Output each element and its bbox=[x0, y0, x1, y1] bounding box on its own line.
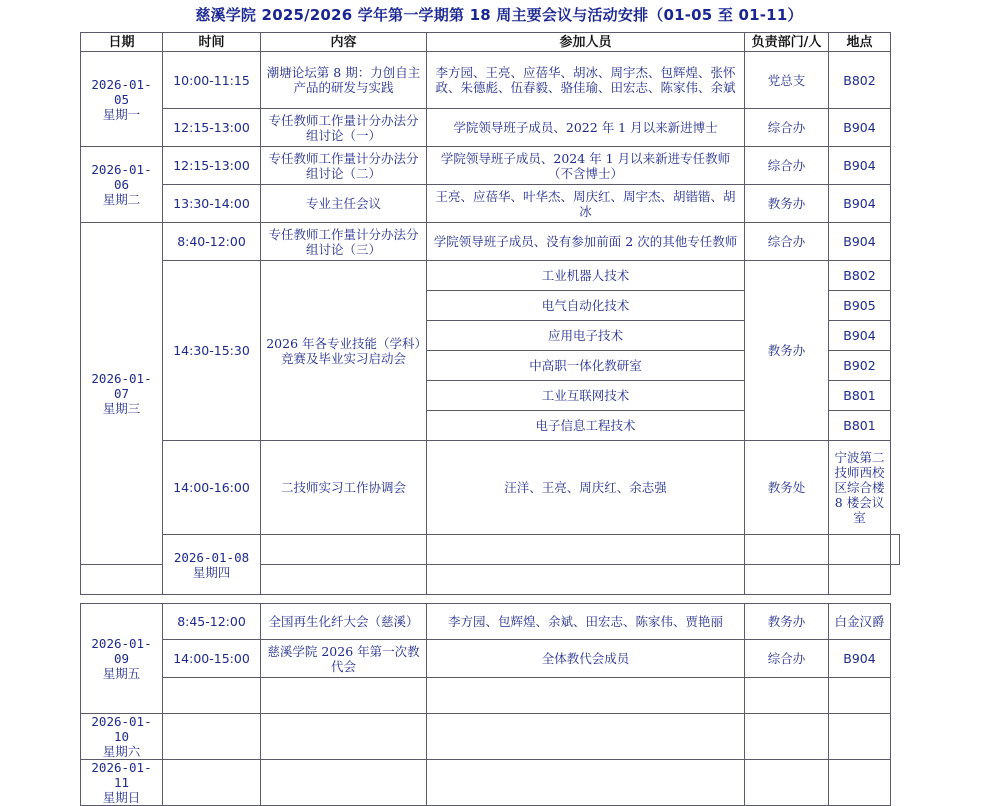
date-value: 2026-01-08 bbox=[173, 549, 250, 565]
date-cell-fri bbox=[81, 604, 163, 714]
date-cell-tue bbox=[81, 147, 163, 223]
header-date: 日期 bbox=[81, 33, 163, 52]
weekday-value: 星期二 bbox=[102, 192, 141, 207]
dept-cell bbox=[745, 678, 829, 714]
people-cell: 李方园、包辉煌、余斌、田宏志、陈家伟、贾艳丽 bbox=[427, 604, 745, 640]
time-cell: 10:00-11:15 bbox=[163, 52, 261, 109]
date-cell-wed bbox=[81, 223, 163, 565]
location-cell: B904 bbox=[829, 321, 891, 351]
time-cell bbox=[163, 714, 261, 760]
content-cell: 专任教师工作量计分办法分组讨论（一） bbox=[261, 109, 427, 147]
time-cell: 12:15-13:00 bbox=[163, 109, 261, 147]
date-value: 2026-01-10 bbox=[91, 714, 152, 744]
time-cell: 13:30-14:00 bbox=[163, 185, 261, 223]
date-cell-thu bbox=[163, 535, 261, 595]
dept-cell bbox=[829, 535, 891, 565]
table-row bbox=[81, 261, 900, 291]
people-cell: 汪洋、王亮、周庆红、余志强 bbox=[427, 441, 745, 535]
time-cell: 14:00-15:00 bbox=[163, 640, 261, 678]
date-value: 2026-01-11 bbox=[91, 760, 152, 790]
date-cell-sun bbox=[81, 760, 163, 806]
people-cell: 王亮、应蓓华、叶华杰、周庆红、周宇杰、胡锴锴、胡冰 bbox=[427, 185, 745, 223]
time-cell: 14:00-16:00 bbox=[163, 441, 261, 535]
weekday-value: 星期三 bbox=[102, 401, 141, 416]
people-cell: 电气自动化技术 bbox=[427, 291, 745, 321]
people-cell bbox=[427, 714, 745, 760]
time-cell bbox=[81, 565, 163, 595]
table-row bbox=[81, 714, 891, 760]
dept-cell: 教务办 bbox=[745, 261, 829, 441]
dept-cell bbox=[745, 714, 829, 760]
header-people: 参加人员 bbox=[427, 33, 745, 52]
time-cell: 14:30-15:30 bbox=[163, 261, 261, 441]
dept-cell: 综合办 bbox=[745, 109, 829, 147]
location-cell: B904 bbox=[829, 109, 891, 147]
content-cell: 2026 年各专业技能（学科）竞赛及毕业实习启动会 bbox=[261, 261, 427, 441]
people-cell: 李方园、王亮、应蓓华、胡冰、周宇杰、包辉煌、张怀政、朱德彪、伍春毅、骆佳瑜、田宏志、陈家伟、余斌 bbox=[427, 52, 745, 109]
content-cell: 潮塘论坛第 8 期：力创自主产品的研发与实践 bbox=[261, 52, 427, 109]
dept-cell: 党总支 bbox=[745, 52, 829, 109]
location-cell: B801 bbox=[829, 381, 891, 411]
people-cell bbox=[427, 760, 745, 806]
location-cell: B905 bbox=[829, 291, 891, 321]
page-title: 慈溪学院 2025/2026 学年第一学期第 18 周主要会议与活动安排（01-05 至 01-11） bbox=[195, 6, 803, 24]
weekday-value: 星期四 bbox=[192, 564, 231, 580]
dept-cell: 教务办 bbox=[745, 185, 829, 223]
table-row bbox=[81, 147, 900, 185]
date-cell-mon bbox=[81, 52, 163, 147]
people-cell: 工业互联网技术 bbox=[427, 381, 745, 411]
people-cell bbox=[745, 535, 829, 565]
dept-cell bbox=[745, 565, 829, 595]
weekday-value: 星期一 bbox=[102, 106, 141, 122]
content-cell: 慈溪学院 2026 年第一次教代会 bbox=[261, 640, 427, 678]
location-cell bbox=[829, 565, 891, 595]
location-cell: B902 bbox=[829, 351, 891, 381]
content-cell: 二技师实习工作协调会 bbox=[261, 441, 427, 535]
location-cell: B802 bbox=[829, 52, 891, 109]
table-row bbox=[81, 223, 900, 261]
header-content: 内容 bbox=[261, 33, 427, 52]
header-dept: 负责部门/人 bbox=[745, 33, 829, 52]
people-cell bbox=[427, 678, 745, 714]
content-cell bbox=[427, 535, 745, 565]
location-cell bbox=[829, 678, 891, 714]
time-cell: 12:15-13:00 bbox=[163, 147, 261, 185]
date-value: 2026-01-05 bbox=[91, 76, 152, 107]
header-row bbox=[81, 33, 900, 52]
time-cell: 8:40-12:00 bbox=[163, 223, 261, 261]
location-cell: B802 bbox=[829, 261, 891, 291]
header-location: 地点 bbox=[829, 33, 891, 52]
dept-cell: 综合办 bbox=[745, 640, 829, 678]
content-cell bbox=[261, 678, 427, 714]
date-value: 2026-01-06 bbox=[91, 162, 152, 192]
location-cell: 宁波第二技师西校区综合楼 8 楼会议室 bbox=[829, 441, 891, 535]
location-cell bbox=[829, 714, 891, 760]
weekday-value: 星期日 bbox=[102, 790, 141, 805]
header-time: 时间 bbox=[163, 33, 261, 52]
time-cell bbox=[163, 760, 261, 806]
table-row bbox=[81, 760, 891, 806]
location-cell: B801 bbox=[829, 411, 891, 441]
people-cell bbox=[427, 565, 745, 595]
content-cell: 专任教师工作量计分办法分组讨论（三） bbox=[261, 223, 427, 261]
table-row bbox=[81, 52, 900, 109]
date-cell-sat bbox=[81, 714, 163, 760]
time-cell: 8:45-12:00 bbox=[163, 604, 261, 640]
schedule-table-continued bbox=[80, 603, 891, 806]
location-cell: B904 bbox=[829, 223, 891, 261]
dept-cell: 教务处 bbox=[745, 441, 829, 535]
people-cell: 学院领导班子成员、2022 年 1 月以来新进博士 bbox=[427, 109, 745, 147]
dept-cell: 综合办 bbox=[745, 223, 829, 261]
time-cell bbox=[163, 678, 261, 714]
people-cell: 工业机器人技术 bbox=[427, 261, 745, 291]
content-cell: 专业主任会议 bbox=[261, 185, 427, 223]
people-cell: 学院领导班子成员、没有参加前面 2 次的其他专任教师 bbox=[427, 223, 745, 261]
location-cell bbox=[891, 535, 900, 565]
table-row bbox=[81, 640, 891, 678]
people-cell: 应用电子技术 bbox=[427, 321, 745, 351]
dept-cell: 综合办 bbox=[745, 147, 829, 185]
table-row bbox=[81, 109, 900, 147]
table-row bbox=[81, 185, 900, 223]
table-row bbox=[81, 441, 900, 535]
weekday-value: 星期五 bbox=[102, 666, 141, 681]
dept-cell: 教务办 bbox=[745, 604, 829, 640]
location-cell bbox=[829, 760, 891, 806]
schedule-table bbox=[80, 32, 900, 595]
location-cell: B904 bbox=[829, 185, 891, 223]
weekday-value: 星期六 bbox=[102, 744, 141, 759]
content-cell: 专任教师工作量计分办法分组讨论（二） bbox=[261, 147, 427, 185]
content-cell bbox=[261, 565, 427, 595]
people-cell: 电子信息工程技术 bbox=[427, 411, 745, 441]
location-cell: 白金汉爵 bbox=[829, 604, 891, 640]
people-cell: 学院领导班子成员、2024 年 1 月以来新进专任教师（不含博士） bbox=[427, 147, 745, 185]
table-row bbox=[81, 604, 891, 640]
table-row bbox=[81, 535, 900, 565]
content-cell bbox=[261, 714, 427, 760]
people-cell: 中高职一体化教研室 bbox=[427, 351, 745, 381]
table-row bbox=[81, 678, 891, 714]
location-cell: B904 bbox=[829, 640, 891, 678]
people-cell: 全体教代会成员 bbox=[427, 640, 745, 678]
content-cell bbox=[261, 760, 427, 806]
time-cell bbox=[261, 535, 427, 565]
location-cell: B904 bbox=[829, 147, 891, 185]
date-value: 2026-01-07 bbox=[91, 371, 152, 401]
content-cell: 全国再生化纤大会（慈溪） bbox=[261, 604, 427, 640]
date-value: 2026-01-09 bbox=[91, 636, 152, 666]
dept-cell bbox=[745, 760, 829, 806]
